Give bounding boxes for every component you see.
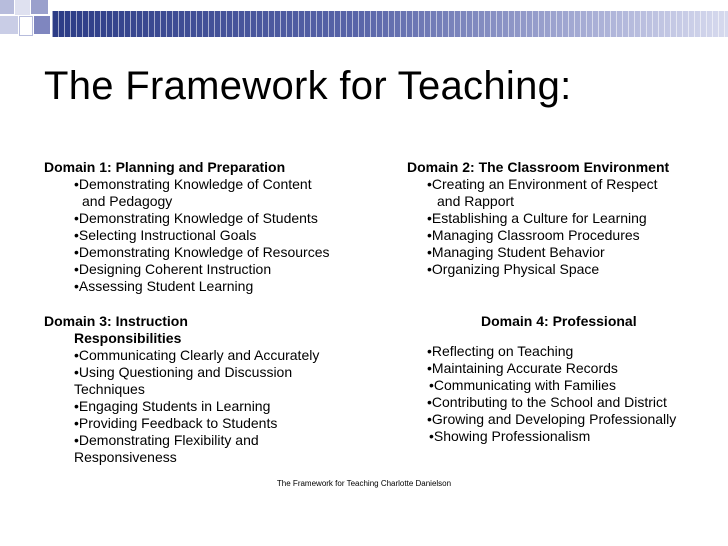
decor-square [34,16,50,34]
domain-1-block [44,159,384,295]
domain-3-heading: Domain 3: Instruction [44,313,188,329]
decor-square [0,0,14,14]
domain-4-heading: Domain 4: Professional [481,313,637,329]
header-banner [0,0,728,40]
domain-2-block [407,159,717,278]
domain-2-heading: Domain 2: The Classroom Environment [407,159,670,175]
domain-4-heading-continuation: Responsibilities [74,330,182,346]
list-item: •Managing Student Behavior [427,244,605,260]
list-item: •Communicating with Families [429,377,616,393]
list-item: •Creating an Environment of Respect [427,176,658,192]
footer-caption: The Framework for Teaching Charlotte Danielson [276,479,452,488]
list-item: •Demonstrating Flexibility and [74,432,259,448]
domain-1-heading: Domain 1: Planning and Preparation [44,159,286,175]
list-item: •Using Questioning and Discussion [74,364,293,380]
list-item: •Establishing a Culture for Learning [427,210,647,226]
list-item-continuation: Responsiveness [74,449,177,465]
list-item: •Reflecting on Teaching [427,343,574,359]
domain-3-block [44,313,384,466]
list-item-continuation: Techniques [74,381,145,397]
list-item: •Demonstrating Knowledge of Students [74,210,318,226]
list-item: •Demonstrating Knowledge of Content [74,176,312,192]
list-item-continuation: and Rapport [437,193,515,209]
list-item: •Assessing Student Learning [74,278,254,294]
list-item: •Maintaining Accurate Records [427,360,618,376]
list-item: •Managing Classroom Procedures [427,227,640,243]
list-item: •Organizing Physical Space [427,261,600,277]
list-item: •Growing and Developing Professionally [427,411,677,427]
list-item: •Providing Feedback to Students [74,415,278,431]
list-item: •Designing Coherent Instruction [74,261,272,277]
slide-title: The Framework for Teaching: [44,64,572,108]
list-item: •Engaging Students in Learning [74,398,271,414]
decor-square [0,16,18,34]
list-item: •Contributing to the School and District [427,394,667,410]
domain-4-block [407,313,727,445]
decor-square [31,0,48,14]
list-item-continuation: and Pedagogy [82,193,173,209]
decor-square [19,16,33,36]
spacer [407,330,727,343]
list-item: •Demonstrating Knowledge of Resources [74,244,330,260]
list-item: •Communicating Clearly and Accurately [74,347,320,363]
gradient-bar [52,11,728,37]
list-item: •Selecting Instructional Goals [74,227,257,243]
list-item: •Showing Professionalism [429,428,591,444]
decor-square [15,0,30,15]
